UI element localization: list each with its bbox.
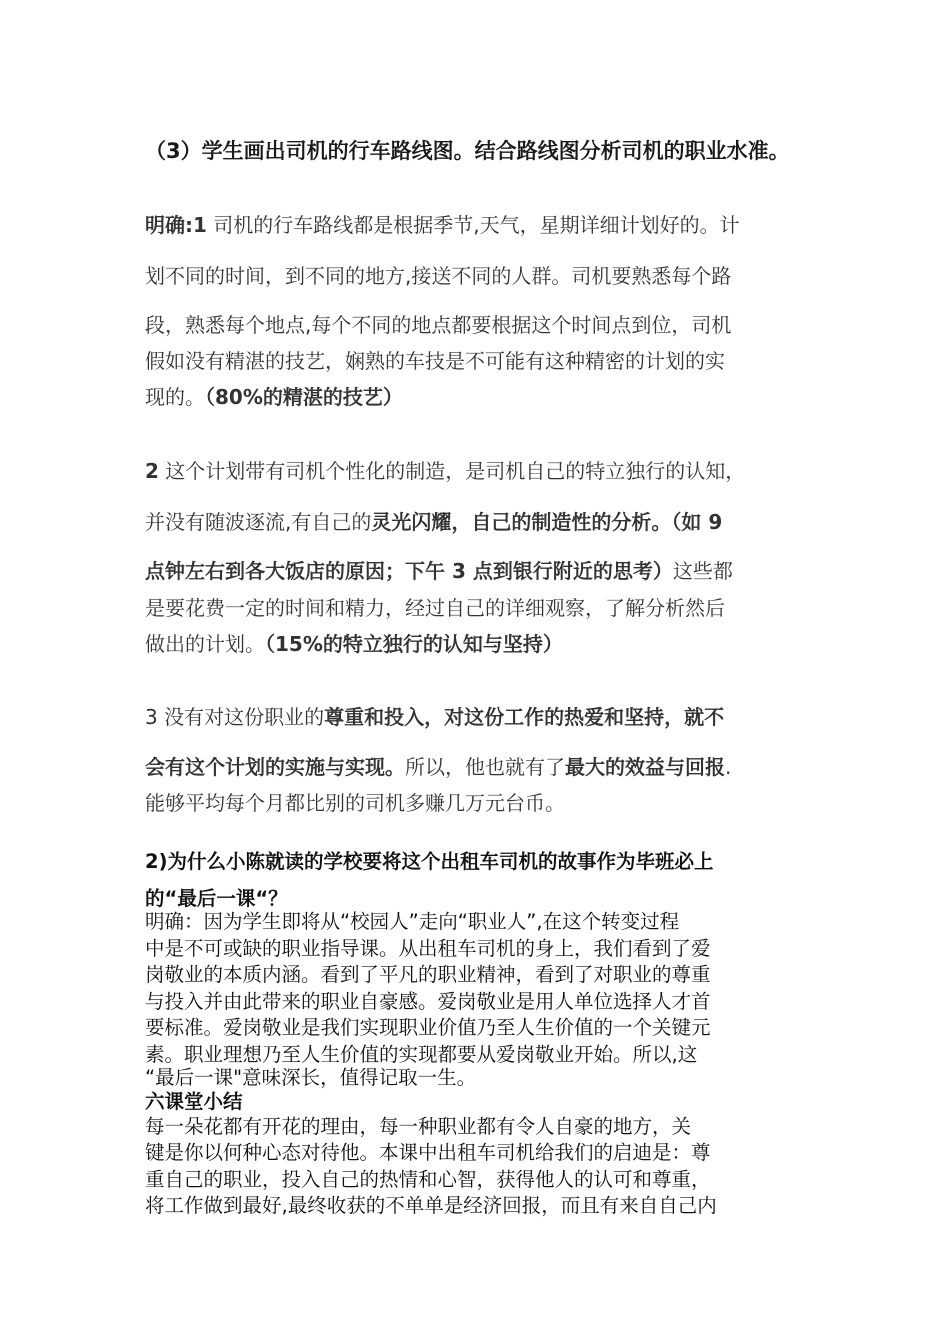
body-text: 中是不可或缺的职业指导课。从出租车司机的身上，我们看到了爱	[145, 937, 711, 960]
text-line	[145, 933, 711, 961]
body-text: 键是你以何种心态对待他。本课中出租车司机给我们的启迪是：尊	[145, 1141, 711, 1164]
text-line	[145, 628, 563, 657]
body-text: 与投入并由此带来的职业自豪感。爱岗敬业是用人单位选择人才首	[145, 990, 711, 1013]
text-line	[145, 135, 790, 165]
text-line	[145, 209, 740, 238]
body-text: 划不同的时间，到不同的地方,接送不同的人群。司机要熟悉每个路	[145, 264, 732, 288]
bold-text: （3）学生画出司机的行车路线图。结合路线图分析司机的职业水准。	[145, 139, 790, 163]
text-line	[145, 906, 679, 934]
body-text: 现的。	[145, 385, 205, 409]
bold-text: 灵光闪耀，自己的制造性的分析。（如 9	[371, 510, 723, 534]
body-text: 假如没有精湛的技艺，娴熟的车技是不可能有这种精密的计划的实	[145, 349, 725, 373]
bold-text: 会有这个计划的实施与实现。	[145, 755, 405, 779]
body-text: 重自己的职业，投入自己的热情和心智，获得他人的认可和尊重，	[145, 1168, 711, 1191]
text-line	[145, 701, 724, 730]
bold-text: 六课堂小结	[145, 1090, 243, 1113]
body-text: 每一朵花都有开花的理由，每一种职业都有令人自豪的地方，关	[145, 1115, 692, 1138]
body-text: 是要花费一定的时间和精力，经过自己的详细观察，了解分析然后	[145, 596, 725, 620]
text-line	[145, 309, 731, 338]
text-line	[145, 751, 731, 780]
text-line	[145, 959, 711, 987]
body-text: .	[725, 755, 732, 779]
bold-text: 点钟左右到各大饭店的原因；下午 3 点到银行附近的思考）	[145, 559, 673, 583]
body-text: 明确：因为学生即将从“校园人”走向“职业人”,在这个转变过程	[145, 910, 680, 933]
text-line	[145, 1012, 711, 1040]
text-line	[145, 986, 711, 1014]
body-text: 岗敬业的本质内涵。看到了平凡的职业精神，看到了对职业的尊重	[145, 963, 711, 986]
text-line	[145, 592, 725, 621]
text-line	[145, 555, 733, 584]
bold-text: 明确:1	[145, 213, 207, 237]
text-line	[145, 787, 565, 816]
text-line	[145, 1164, 711, 1192]
bold-text: 的“最后一课“？	[145, 887, 288, 910]
text-line	[145, 1137, 711, 1165]
body-text: 做出的计划。	[145, 632, 265, 656]
text-line	[145, 506, 722, 535]
text-line	[145, 1190, 717, 1218]
body-text: 素。职业理想乃至人生价值的实现都要从爱岗敬业开始。所以,这	[145, 1043, 698, 1066]
body-text: 所以，他也就有了	[405, 755, 565, 779]
bold-text: 2)为什么小陈就读的学校要将这个出租车司机的故事作为毕班必上	[145, 850, 714, 873]
body-text: 司机的行车路线都是根据季节,天气，星期详细计划好的。计	[206, 213, 740, 237]
text-line	[145, 345, 725, 374]
body-text: 将工作做到最好,最终收获的不单单是经济回报，而且有来自自己内	[145, 1194, 717, 1217]
text-line	[145, 846, 713, 874]
bold-text: （80%的精湛的技艺）	[205, 385, 403, 409]
text-line	[145, 455, 745, 484]
body-text: 3 没有对这份职业的	[145, 705, 325, 729]
bold-text: 2	[145, 459, 159, 483]
text-line	[145, 260, 731, 289]
body-text: “最后一课"意味深长，值得记取一生。	[145, 1066, 477, 1089]
body-text: 要标准。爱岗敬业是我们实现职业价值乃至人生价值的一个关键元	[145, 1016, 711, 1039]
bold-text: （15%的特立独行的认知与坚持）	[265, 632, 563, 656]
bold-text: 尊重和投入，对这份工作的热爱和坚持，就不	[324, 705, 725, 729]
body-text: 这个计划带有司机个性化的制造，是司机自己的特立独行的认知，	[158, 459, 746, 483]
text-line	[145, 1111, 691, 1139]
body-text: 并没有随波逐流,有自己的	[145, 510, 372, 534]
text-line	[145, 1086, 243, 1114]
body-text: 能够平均每个月都比别的司机多赚几万元台币。	[145, 791, 565, 815]
body-text: 段，熟悉每个地点,每个不同的地点都要根据这个时间点到位，司机	[145, 313, 732, 337]
text-line	[145, 381, 403, 410]
bold-text: 最大的效益与回报	[565, 755, 725, 779]
body-text: 这些都	[672, 559, 733, 583]
